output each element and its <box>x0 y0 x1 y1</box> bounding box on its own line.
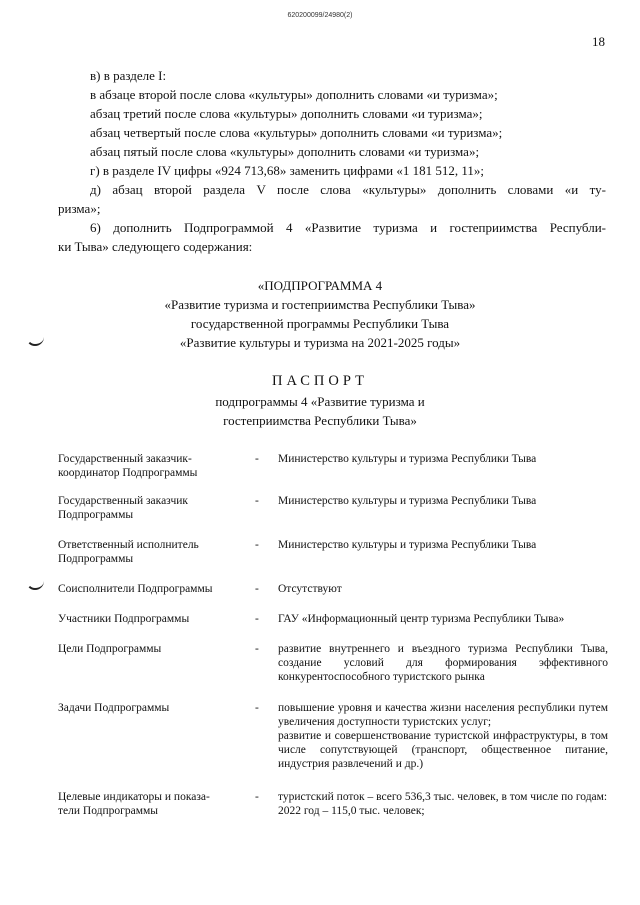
passport-subtitle: гостеприимства Республики Тыва» <box>223 413 417 428</box>
body-line: 6) дополнить Подпрограммой 4 «Развитие туризма и гостеприимства Республи- <box>90 220 606 235</box>
passport-subtitle: подпрограммы 4 «Развитие туризма и <box>215 394 425 409</box>
row-label: Государственный заказчик- координатор Подпрограммы <box>58 453 198 479</box>
row-dash: - <box>255 643 259 655</box>
subprogram-heading: «Развитие туризма и гостеприимства Республики Тыва» <box>164 297 476 312</box>
row-value: повышение уровня и качества жизни населения республики путем увеличения доступности туристских услуг; развитие и совершенствование туристской инфраструктуры, в том числе сопутствующей (транспорт, общественное питание, индустрия развлечений и др.) <box>278 702 608 770</box>
body-line: абзац пятый после слова «культуры» дополнить словами «и туризма»; <box>90 144 480 159</box>
row-label: Участники Подпрограммы <box>58 613 190 625</box>
document-id: 620200099/24980(2) <box>287 12 353 19</box>
row-dash: - <box>255 791 259 803</box>
row-value: ГАУ «Информационный центр туризма Республики Тыва» <box>278 613 565 625</box>
body-line: д) абзац второй раздела V после слова «культуры» дополнить словами «и ту- <box>90 182 606 197</box>
row-label: Целевые индикаторы и показа- тели Подпрограммы <box>58 791 210 817</box>
subprogram-heading: «ПОДПРОГРАММА 4 <box>257 278 383 293</box>
row-label: Соисполнители Подпрограммы <box>58 583 213 595</box>
row-value: Отсутствуют <box>278 583 342 595</box>
row-label: Государственный заказчик Подпрограммы <box>58 495 189 521</box>
row-dash: - <box>255 453 259 465</box>
body-line: ризма»; <box>58 201 101 216</box>
row-dash: - <box>255 613 259 625</box>
passport-title: ПАСПОРТ <box>272 373 368 389</box>
row-value: Министерство культуры и туризма Республики Тыва <box>278 495 537 507</box>
row-value: Министерство культуры и туризма Республики Тыва <box>278 539 537 551</box>
subprogram-heading: государственной программы Республики Тыва <box>190 316 450 331</box>
row-value: Министерство культуры и туризма Республики Тыва <box>278 453 537 465</box>
body-line: ки Тыва» следующего содержания: <box>58 239 253 254</box>
body-line: г) в разделе IV цифры «924 713,68» заменить цифрами «1 181 512, 11»; <box>90 163 485 178</box>
row-dash: - <box>255 583 259 595</box>
body-line: абзац третий после слова «культуры» дополнить словами «и туризма»; <box>90 106 483 121</box>
scan-mark <box>26 580 44 590</box>
row-value: туристский поток – всего 536,3 тыс. человек, в том числе по годам: 2022 год – 115,0 тыс. человек; <box>278 791 608 817</box>
row-value: развитие внутреннего и въездного туризма Республики Тыва, создание условий для формирования эффективного конкурентоспособного туристского рынка <box>278 643 608 683</box>
body-line: абзац четвертый после слова «культуры» дополнить словами «и туризма»; <box>90 125 503 140</box>
row-dash: - <box>255 495 259 507</box>
row-label: Ответственный исполнитель Подпрограммы <box>58 539 199 565</box>
row-label: Цели Подпрограммы <box>58 643 162 655</box>
body-line: в абзаце второй после слова «культуры» дополнить словами «и туризма»; <box>90 87 498 102</box>
subprogram-heading: «Развитие культуры и туризма на 2021-2025 годы» <box>179 335 461 350</box>
row-dash: - <box>255 539 259 551</box>
body-line: в) в разделе I: <box>90 68 167 83</box>
row-dash: - <box>255 702 259 714</box>
page-number: 18 <box>592 34 605 49</box>
row-label: Задачи Подпрограммы <box>58 702 170 714</box>
